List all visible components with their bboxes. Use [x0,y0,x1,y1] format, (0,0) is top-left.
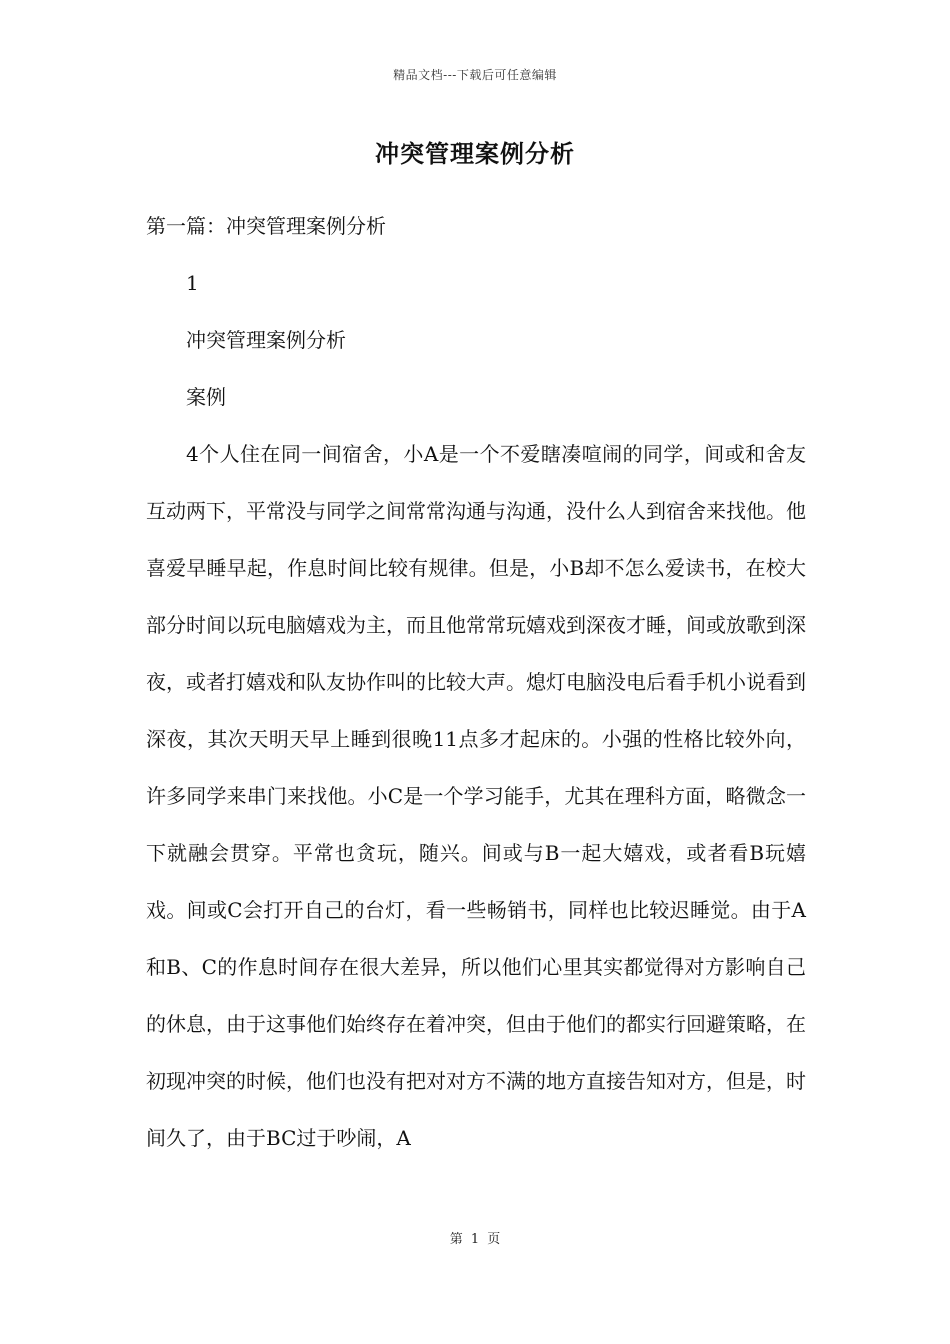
subsection-title: 冲突管理案例分析 [186,328,346,352]
case-label: 案例 [186,385,226,409]
case-paragraph: 4个人住在同一间宿舍，小A是一个不爱瞎凑喧闹的同学，间或和舍友互动两下，平常没与同学之间常常沟通与沟通，没什么人到宿舍来找他。他喜爱早睡早起，作息时间比较有规律。但是，小B却不怎么爱读书，在校大部分时间以玩电脑嬉戏为主，而且他常常玩嬉戏到深夜才睡，间或放歌到深夜，或者打嬉戏和队友协作叫的比较大声。熄灯电脑没电后看手机小说看到深夜，其次天明天早上睡到很晚11点多才起床的。小强的性格比较外向，许多同学来串门来找他。小C是一个学习能手，尤其在理科方面，略微念一下就融会贯穿。平常也贪玩，随兴。间或与B一起大嬉戏，或者看B玩嬉戏。间或C会打开自己的台灯，看一些畅销书，同样也比较迟睡觉。由于A和B、C的作息时间存在很大差异，所以他们心里其实都觉得对方影响自己的休息，由于这事他们始终存在着冲突，但由于他们的都实行回避策略，在初现冲突的时候，他们也没有把对对方不满的地方直接告知对方，但是，时间久了，由于BC过于吵闹，A [146,442,806,1150]
section-number: 1 [186,271,199,295]
document-title: 冲突管理案例分析 [375,139,575,168]
header-note: 精品文档---下载后可任意编辑 [393,68,557,82]
section-heading: 第一篇：冲突管理案例分析 [146,214,386,238]
page-number: 第 1 页 [449,1232,501,1247]
document-body [146,198,806,1167]
